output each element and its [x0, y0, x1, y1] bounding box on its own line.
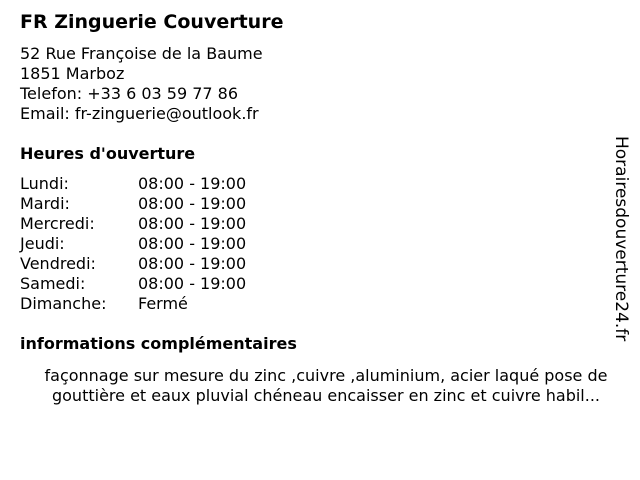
hours-row-tuesday — [20, 194, 246, 214]
time-value: 08:00 - 19:00 — [138, 234, 247, 253]
hours-row-wednesday — [20, 214, 246, 234]
phone-number: Telefon: +33 6 03 59 77 86 — [20, 84, 239, 103]
info-line-2: gouttière et eaux pluvial chéneau encaisser en zinc et cuivre habil... — [51, 386, 601, 405]
time-value: Fermé — [138, 294, 188, 313]
hours-table — [20, 174, 246, 314]
address-block — [20, 44, 263, 124]
time-value: 08:00 - 19:00 — [138, 214, 247, 233]
time-value: 08:00 - 19:00 — [138, 254, 247, 273]
hours-row-saturday — [20, 274, 246, 294]
info-description — [20, 366, 632, 406]
info-heading: informations complémentaires — [20, 334, 297, 353]
city-address: 1851 Marboz — [20, 64, 125, 83]
time-value: 08:00 - 19:00 — [138, 274, 247, 293]
time-value: 08:00 - 19:00 — [138, 194, 247, 213]
street-address: 52 Rue Françoise de la Baume — [20, 44, 263, 63]
day-label: Samedi: — [20, 274, 86, 293]
hours-row-friday — [20, 254, 246, 274]
hours-row-sunday — [20, 294, 246, 314]
hours-heading: Heures d'ouverture — [20, 144, 196, 163]
info-line-1: façonnage sur mesure du zinc ,cuivre ,aluminium, acier laqué pose de — [44, 366, 608, 385]
business-name: FR Zinguerie Couverture — [20, 11, 284, 33]
day-label: Vendredi: — [20, 254, 96, 273]
time-value: 08:00 - 19:00 — [138, 174, 247, 193]
day-label: Jeudi: — [20, 234, 65, 253]
email-address: Email: fr-zinguerie@outlook.fr — [20, 104, 259, 123]
day-label: Dimanche: — [20, 294, 107, 313]
hours-row-monday — [20, 174, 246, 194]
site-watermark: Horairesdouverture24.fr — [611, 136, 631, 342]
day-label: Mardi: — [20, 194, 70, 213]
hours-row-thursday — [20, 234, 246, 254]
day-label: Lundi: — [20, 174, 69, 193]
day-label: Mercredi: — [20, 214, 95, 233]
